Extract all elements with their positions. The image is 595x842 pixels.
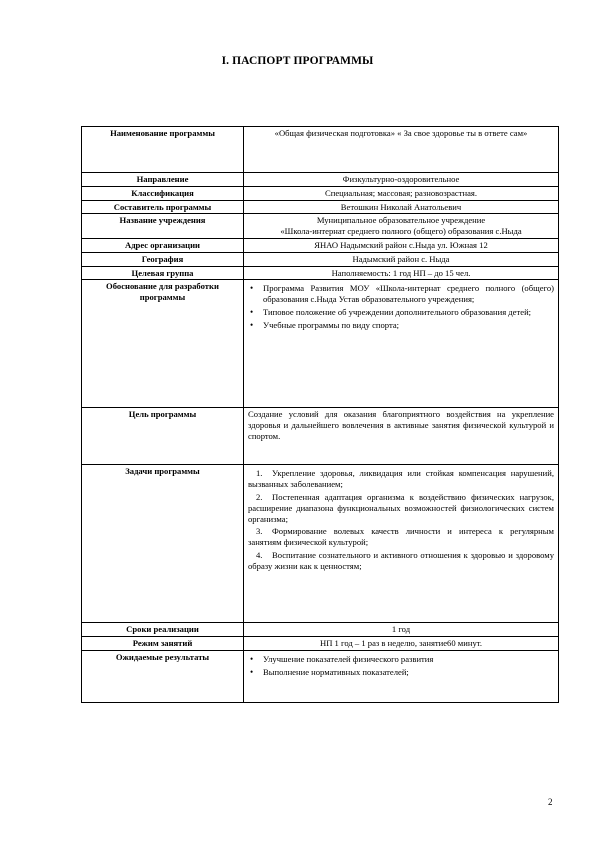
table-row bbox=[82, 465, 559, 623]
row-label: Наименование программы bbox=[82, 127, 244, 173]
table-row bbox=[82, 637, 559, 651]
table-row bbox=[82, 650, 559, 702]
row-label: Классификация bbox=[82, 186, 244, 200]
page-title: I. ПАСПОРТ ПРОГРАММЫ bbox=[221, 55, 374, 67]
rationale-value bbox=[244, 280, 559, 408]
table-row bbox=[82, 238, 559, 252]
passport-table bbox=[81, 126, 559, 703]
table-row bbox=[82, 214, 559, 239]
task-number: 4. bbox=[256, 549, 263, 560]
task-number: 3. bbox=[256, 526, 263, 537]
table-row bbox=[82, 186, 559, 200]
schedule-value: НП 1 год – 1 раз в неделю, занятие60 минут. bbox=[244, 637, 559, 651]
row-label: Ожидаемые результаты bbox=[82, 650, 244, 702]
address-value: ЯНАО Надымский район с.Ныда ул. Южная 12 bbox=[244, 238, 559, 252]
table-row bbox=[82, 127, 559, 173]
row-label: Название учреждения bbox=[82, 214, 244, 239]
direction-value: Физкультурно-оздоровительное bbox=[244, 173, 559, 187]
list-item: • Выполнение нормативных показателей; bbox=[263, 667, 554, 678]
task-text: Формирование волевых качеств личности и интереса к регулярным занятиям физической культурой; bbox=[248, 526, 554, 548]
task-text: Воспитание сознательного и активного отношения к здоровью и здоровому образу жизни как к ценностям; bbox=[248, 549, 554, 571]
table-row bbox=[82, 280, 559, 408]
author-value: Ветошкин Николай Анатольевич bbox=[244, 200, 559, 214]
period-value: 1 год bbox=[244, 623, 559, 637]
program-name-value: «Общая физическая подготовка» « За свое здоровье ты в ответе сам» bbox=[244, 127, 559, 173]
list-item: • Улучшение показателей физического развития bbox=[263, 654, 554, 665]
classification-value: Специальная; массовая; разновозрастная. bbox=[244, 186, 559, 200]
tasks-value bbox=[244, 465, 559, 623]
row-label: Составитель программы bbox=[82, 200, 244, 214]
target-group-value: Наполняемость: 1 год НП – до 15 чел. bbox=[244, 266, 559, 280]
row-label: Обоснование для разработки программы bbox=[82, 280, 244, 408]
row-label: Адрес организации bbox=[82, 238, 244, 252]
task-text: Укрепление здоровья, ликвидация или стойкая компенсация нарушений, вызванных заболеванием; bbox=[248, 468, 554, 490]
list-item bbox=[248, 468, 554, 490]
goal-value: Создание условий для оказания благоприятного воздействия на укрепление здоровья и дальнейшего вовлечения в активные занятия физической культурой и спортом. bbox=[244, 408, 559, 465]
table-row bbox=[82, 173, 559, 187]
institution-value bbox=[244, 214, 559, 239]
row-label: Режим занятий bbox=[82, 637, 244, 651]
table-row bbox=[82, 266, 559, 280]
list-item: • Учебные программы по виду спорта; bbox=[263, 320, 554, 331]
table-row bbox=[82, 252, 559, 266]
institution-line-2: «Школа-интернат среднего полного (общего) образования с.Ныда bbox=[280, 226, 522, 237]
table-row bbox=[82, 200, 559, 214]
task-number: 1. bbox=[256, 468, 263, 479]
results-value bbox=[244, 650, 559, 702]
list-item bbox=[248, 550, 554, 572]
row-label: Целевая группа bbox=[82, 266, 244, 280]
row-label: Сроки реализации bbox=[82, 623, 244, 637]
row-label: Направление bbox=[82, 173, 244, 187]
list-item: • Типовое положение об учреждении дополнительного образования детей; bbox=[263, 307, 554, 318]
row-label: Цель программы bbox=[82, 408, 244, 465]
table-row bbox=[82, 623, 559, 637]
task-text: Постепенная адаптация организма к воздействию физических нагрузок, расширение диапазона функциональных возможностей физиологических систем организма; bbox=[248, 491, 554, 524]
geography-value: Надымский район с. Ныда bbox=[244, 252, 559, 266]
page-number: 2 bbox=[548, 797, 553, 807]
list-item bbox=[248, 526, 554, 548]
list-item bbox=[248, 492, 554, 524]
row-label: География bbox=[82, 252, 244, 266]
table-row bbox=[82, 408, 559, 465]
list-item: • Программа Развития МОУ «Школа-интернат среднего полного (общего) образования с.Ныда Устав образовательного учреждения; bbox=[263, 283, 554, 305]
task-number: 2. bbox=[256, 491, 263, 502]
institution-line-1: Муниципальное образовательное учреждение bbox=[316, 215, 486, 226]
row-label: Задачи программы bbox=[82, 465, 244, 623]
